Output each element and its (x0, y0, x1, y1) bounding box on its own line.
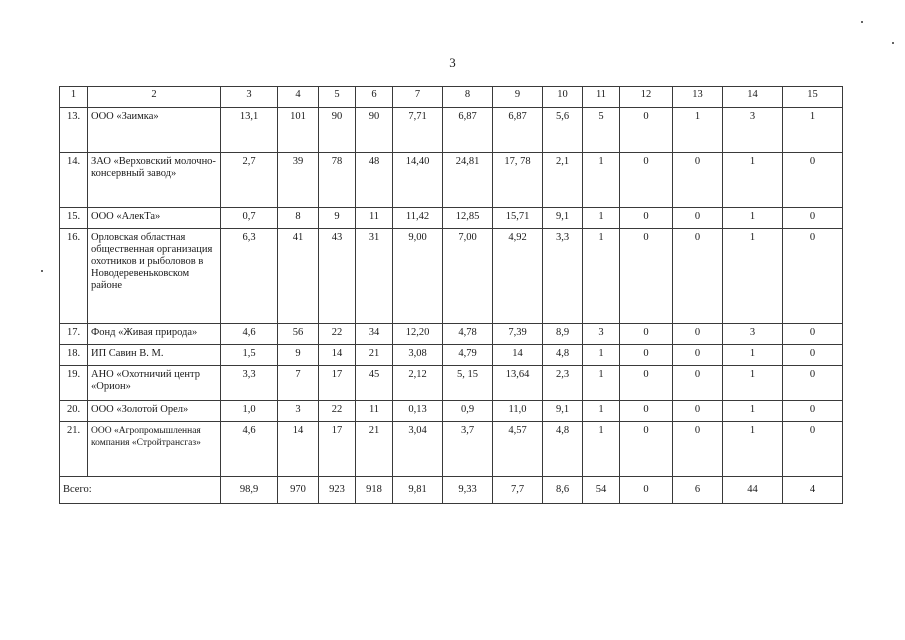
value-cell: 7,00 (443, 229, 493, 324)
total-value-cell: 0 (620, 477, 673, 504)
value-cell: 0 (783, 208, 843, 229)
value-cell: 1 (723, 366, 783, 401)
value-cell: 11 (356, 401, 393, 422)
column-header: 10 (543, 87, 583, 108)
table-row (60, 153, 843, 208)
organization-name-cell: ИП Савин В. М. (88, 345, 221, 366)
value-cell: 0 (783, 324, 843, 345)
total-value-cell: 98,9 (221, 477, 278, 504)
total-label: Всего: (60, 477, 221, 504)
value-cell: 31 (356, 229, 393, 324)
value-cell: 0 (620, 229, 673, 324)
value-cell: 3,04 (393, 422, 443, 477)
value-cell: 4,57 (493, 422, 543, 477)
value-cell: 12,85 (443, 208, 493, 229)
value-cell: 0 (673, 208, 723, 229)
value-cell: 0 (673, 422, 723, 477)
row-number-cell: 21. (60, 422, 88, 477)
value-cell: 1 (723, 208, 783, 229)
value-cell: 8,9 (543, 324, 583, 345)
value-cell: 101 (278, 108, 319, 153)
value-cell: 6,87 (443, 108, 493, 153)
value-cell: 2,1 (543, 153, 583, 208)
value-cell: 5,6 (543, 108, 583, 153)
organization-name-cell: ЗАО «Верховский молочно-консервный завод» (88, 153, 221, 208)
value-cell: 0 (783, 422, 843, 477)
value-cell: 3 (723, 108, 783, 153)
value-cell: 0 (620, 366, 673, 401)
organization-name-cell: ООО «АлекТа» (88, 208, 221, 229)
total-value-cell: 9,81 (393, 477, 443, 504)
table-row (60, 345, 843, 366)
page-number: 3 (449, 55, 456, 70)
organization-name-cell: Фонд «Живая природа» (88, 324, 221, 345)
row-number-cell: 18. (60, 345, 88, 366)
value-cell: 22 (319, 324, 356, 345)
row-number-cell: 16. (60, 229, 88, 324)
value-cell: 7,39 (493, 324, 543, 345)
row-number-cell: 17. (60, 324, 88, 345)
table-row (60, 208, 843, 229)
table-row (60, 324, 843, 345)
row-number-cell: 19. (60, 366, 88, 401)
value-cell: 1 (583, 345, 620, 366)
table-row (60, 401, 843, 422)
value-cell: 1 (673, 108, 723, 153)
organization-name-cell: ООО «Агропромышленная компания «Стройтрансгаз» (88, 422, 221, 477)
organization-name-cell: ООО «Золотой Орел» (88, 401, 221, 422)
value-cell: 1 (583, 153, 620, 208)
value-cell: 48 (356, 153, 393, 208)
value-cell: 7 (278, 366, 319, 401)
total-value-cell: 918 (356, 477, 393, 504)
value-cell: 1 (723, 153, 783, 208)
organization-name-cell: ООО «Заимка» (88, 108, 221, 153)
value-cell: 3,3 (543, 229, 583, 324)
value-cell: 0 (620, 345, 673, 366)
column-header: 4 (278, 87, 319, 108)
column-header: 6 (356, 87, 393, 108)
value-cell: 0 (620, 208, 673, 229)
total-value-cell: 8,6 (543, 477, 583, 504)
value-cell: 0 (673, 324, 723, 345)
value-cell: 1 (583, 366, 620, 401)
value-cell: 0 (620, 153, 673, 208)
table-row (60, 108, 843, 153)
organization-name-cell: АНО «Охотничий центр «Орион» (88, 366, 221, 401)
value-cell: 13,1 (221, 108, 278, 153)
value-cell: 90 (356, 108, 393, 153)
row-number-cell: 14. (60, 153, 88, 208)
column-header: 12 (620, 87, 673, 108)
total-value-cell: 44 (723, 477, 783, 504)
column-header: 2 (88, 87, 221, 108)
value-cell: 3,7 (443, 422, 493, 477)
value-cell: 1 (723, 422, 783, 477)
value-cell: 0 (620, 108, 673, 153)
value-cell: 90 (319, 108, 356, 153)
value-cell: 1 (583, 208, 620, 229)
value-cell: 2,3 (543, 366, 583, 401)
value-cell: 17 (319, 366, 356, 401)
value-cell: 4,6 (221, 422, 278, 477)
value-cell: 0 (673, 366, 723, 401)
column-header: 3 (221, 87, 278, 108)
value-cell: 6,87 (493, 108, 543, 153)
table-row (60, 229, 843, 324)
value-cell: 0 (673, 401, 723, 422)
column-header: 1 (60, 87, 88, 108)
total-value-cell: 970 (278, 477, 319, 504)
value-cell: 3,3 (221, 366, 278, 401)
value-cell: 0 (673, 229, 723, 324)
value-cell: 4,92 (493, 229, 543, 324)
total-value-cell: 4 (783, 477, 843, 504)
column-header: 15 (783, 87, 843, 108)
value-cell: 8 (278, 208, 319, 229)
value-cell: 4,79 (443, 345, 493, 366)
column-header: 14 (723, 87, 783, 108)
value-cell: 17 (319, 422, 356, 477)
value-cell: 0 (783, 345, 843, 366)
value-cell: 14 (493, 345, 543, 366)
value-cell: 0 (783, 401, 843, 422)
scan-speck (41, 270, 43, 272)
value-cell: 21 (356, 345, 393, 366)
value-cell: 14,40 (393, 153, 443, 208)
value-cell: 0,7 (221, 208, 278, 229)
table-row (60, 366, 843, 401)
value-cell: 45 (356, 366, 393, 401)
value-cell: 21 (356, 422, 393, 477)
value-cell: 4,78 (443, 324, 493, 345)
value-cell: 4,8 (543, 422, 583, 477)
value-cell: 11,0 (493, 401, 543, 422)
header-row (60, 87, 843, 108)
value-cell: 39 (278, 153, 319, 208)
value-cell: 15,71 (493, 208, 543, 229)
value-cell: 0 (673, 153, 723, 208)
organization-name-cell: Орловская областная общественная организация охотников и рыболовов в Новодеревеньковском районе (88, 229, 221, 324)
value-cell: 1 (723, 229, 783, 324)
value-cell: 2,12 (393, 366, 443, 401)
value-cell: 3 (278, 401, 319, 422)
value-cell: 1 (583, 422, 620, 477)
total-value-cell: 7,7 (493, 477, 543, 504)
value-cell: 0 (783, 366, 843, 401)
column-header: 7 (393, 87, 443, 108)
column-header: 11 (583, 87, 620, 108)
value-cell: 5, 15 (443, 366, 493, 401)
value-cell: 56 (278, 324, 319, 345)
column-header: 5 (319, 87, 356, 108)
value-cell: 9,1 (543, 208, 583, 229)
value-cell: 13,64 (493, 366, 543, 401)
value-cell: 11 (356, 208, 393, 229)
value-cell: 0 (673, 345, 723, 366)
value-cell: 1 (583, 229, 620, 324)
value-cell: 43 (319, 229, 356, 324)
data-table (59, 86, 843, 504)
value-cell: 6,3 (221, 229, 278, 324)
value-cell: 0 (620, 422, 673, 477)
value-cell: 1 (723, 345, 783, 366)
column-header: 8 (443, 87, 493, 108)
value-cell: 3,08 (393, 345, 443, 366)
value-cell: 0 (783, 153, 843, 208)
value-cell: 9 (319, 208, 356, 229)
column-header: 13 (673, 87, 723, 108)
total-value-cell: 6 (673, 477, 723, 504)
table-row (60, 422, 843, 477)
value-cell: 9 (278, 345, 319, 366)
value-cell: 24,81 (443, 153, 493, 208)
total-value-cell: 9,33 (443, 477, 493, 504)
value-cell: 0,9 (443, 401, 493, 422)
row-number-cell: 20. (60, 401, 88, 422)
value-cell: 0,13 (393, 401, 443, 422)
total-value-cell: 923 (319, 477, 356, 504)
value-cell: 2,7 (221, 153, 278, 208)
value-cell: 11,42 (393, 208, 443, 229)
value-cell: 4,8 (543, 345, 583, 366)
value-cell: 9,00 (393, 229, 443, 324)
value-cell: 1,5 (221, 345, 278, 366)
value-cell: 17, 78 (493, 153, 543, 208)
row-number-cell: 13. (60, 108, 88, 153)
value-cell: 0 (620, 401, 673, 422)
value-cell: 41 (278, 229, 319, 324)
value-cell: 34 (356, 324, 393, 345)
value-cell: 4,6 (221, 324, 278, 345)
row-number-cell: 15. (60, 208, 88, 229)
table-body (60, 87, 843, 504)
value-cell: 78 (319, 153, 356, 208)
value-cell: 5 (583, 108, 620, 153)
value-cell: 3 (723, 324, 783, 345)
value-cell: 9,1 (543, 401, 583, 422)
value-cell: 12,20 (393, 324, 443, 345)
value-cell: 1 (723, 401, 783, 422)
value-cell: 1 (583, 401, 620, 422)
value-cell: 1,0 (221, 401, 278, 422)
value-cell: 0 (620, 324, 673, 345)
value-cell: 14 (319, 345, 356, 366)
scan-speck (861, 21, 863, 23)
value-cell: 7,71 (393, 108, 443, 153)
scan-speck (892, 42, 894, 44)
value-cell: 22 (319, 401, 356, 422)
total-row (60, 477, 843, 504)
value-cell: 3 (583, 324, 620, 345)
value-cell: 14 (278, 422, 319, 477)
column-header: 9 (493, 87, 543, 108)
value-cell: 1 (783, 108, 843, 153)
value-cell: 0 (783, 229, 843, 324)
total-value-cell: 54 (583, 477, 620, 504)
